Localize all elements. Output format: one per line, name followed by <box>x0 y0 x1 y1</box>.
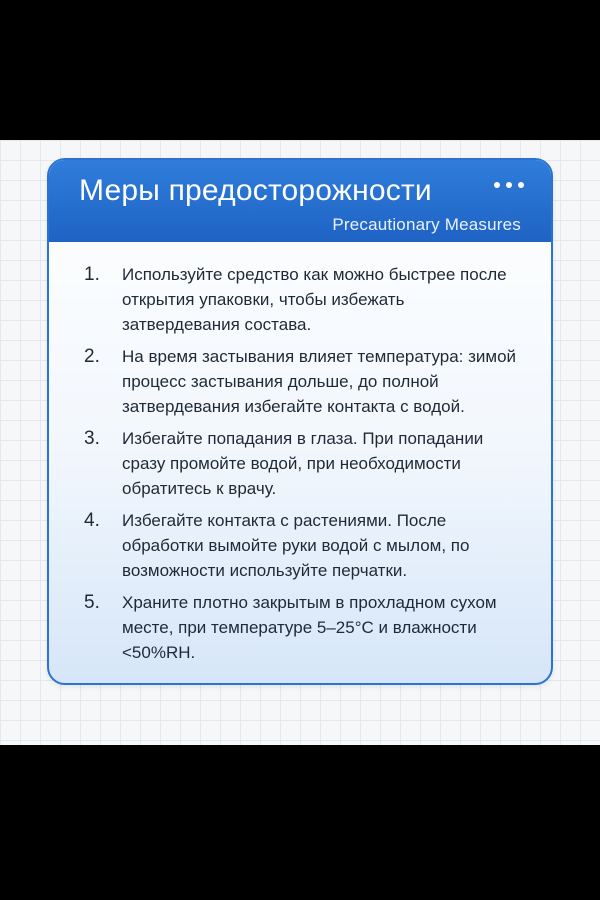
card-header <box>49 160 551 242</box>
item-number: 3. <box>84 428 100 449</box>
dot <box>506 182 512 188</box>
item-number: 1. <box>84 264 100 285</box>
list-item <box>84 426 524 501</box>
dot <box>518 182 524 188</box>
item-text: Используйте средство как можно быстрее после открытия упаковки, чтобы избежать затвердевания состава. <box>122 265 507 334</box>
item-number: 2. <box>84 346 100 367</box>
item-number: 5. <box>84 592 100 613</box>
list-item <box>84 262 524 337</box>
list-item <box>84 590 524 665</box>
item-text: Храните плотно закрытым в прохладном сухом месте, при температуре 5–25°C и влажности <50%RH. <box>122 593 497 662</box>
card-title: Меры предосторожности <box>79 174 432 207</box>
dots-icon <box>494 182 524 188</box>
letterbox-bottom <box>0 745 600 900</box>
precautions-card <box>47 158 553 685</box>
item-number: 4. <box>84 510 100 531</box>
item-text: Избегайте попадания в глаза. При попадании сразу промойте водой, при необходимости обратитесь к врачу. <box>122 429 484 498</box>
letterbox-top <box>0 0 600 140</box>
item-text: На время застывания влияет температура: зимой процесс застывания дольше, до полной затвердевания избегайте контакта с водой. <box>122 347 517 416</box>
dot <box>494 182 500 188</box>
list-item <box>84 508 524 583</box>
card-subtitle: Precautionary Measures <box>332 215 521 234</box>
list-item <box>84 344 524 419</box>
item-text: Избегайте контакта с растениями. После обработки вымойте руки водой с мылом, по возможности используйте перчатки. <box>122 511 470 580</box>
precautions-list <box>84 262 524 672</box>
